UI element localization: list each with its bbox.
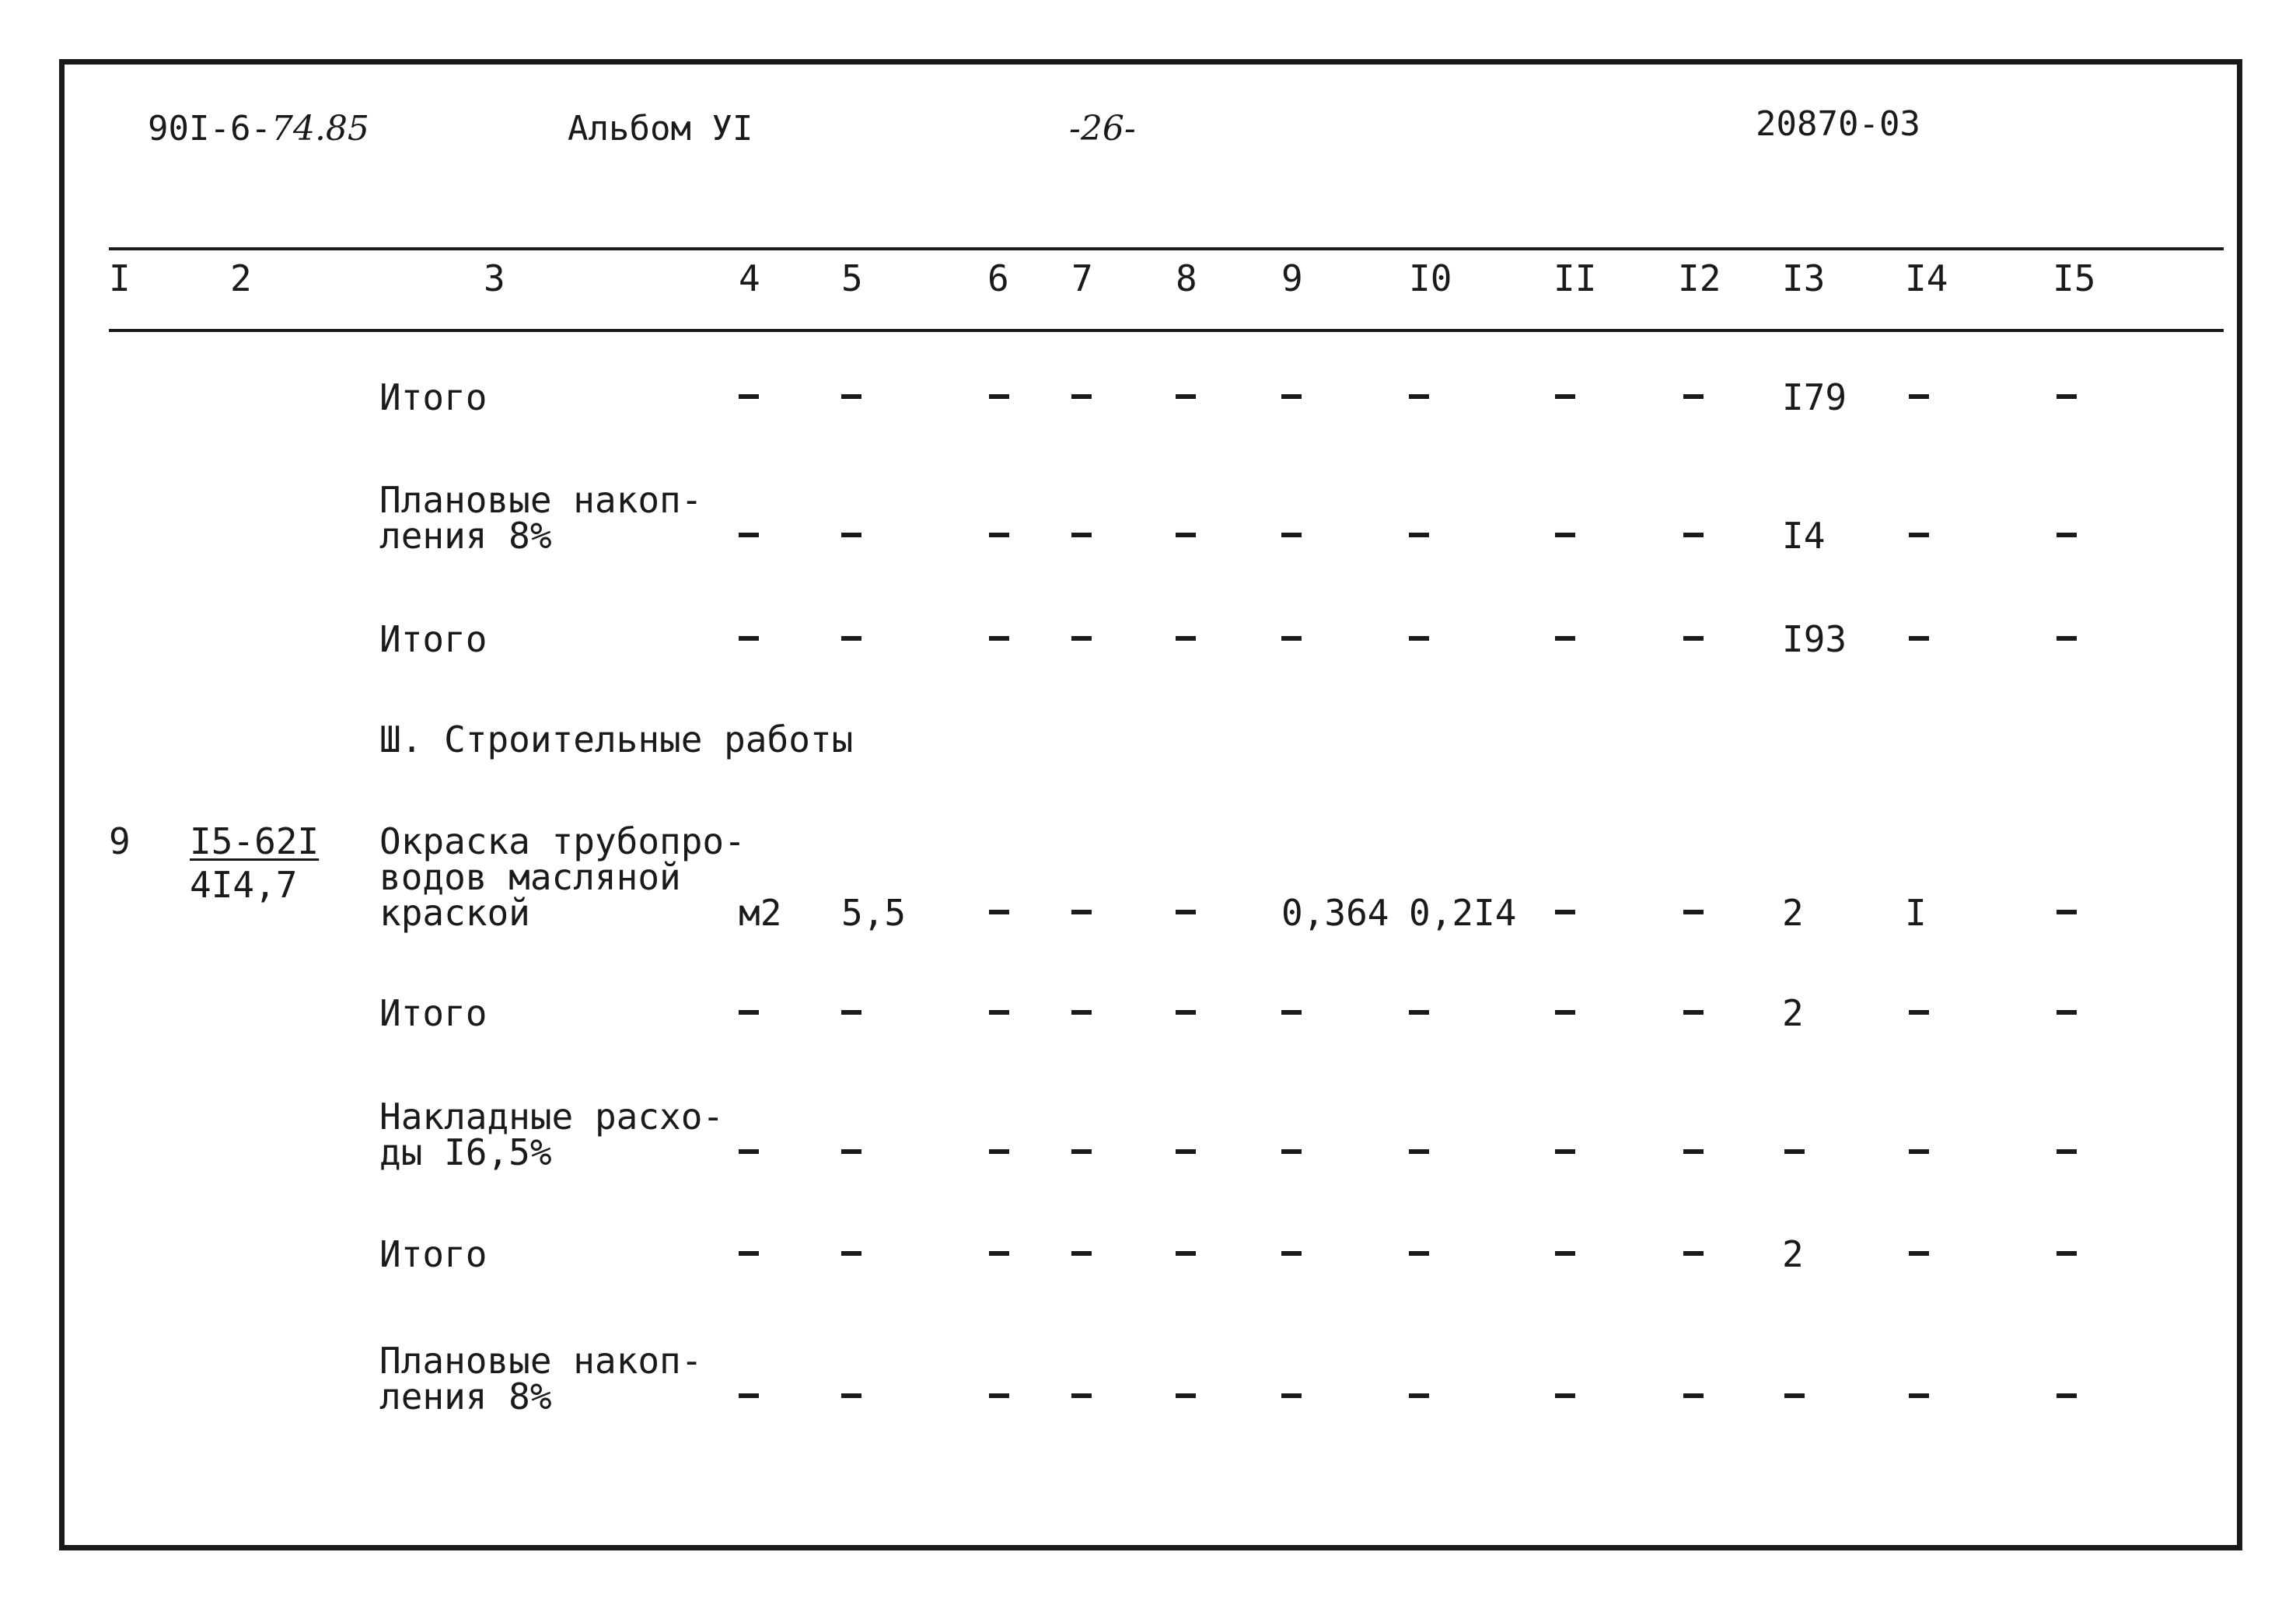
empty-cell-dash [1071,1251,1092,1256]
empty-cell-dash [1784,1149,1805,1154]
empty-cell-dash [2057,1393,2077,1398]
document-code-handwritten: 74.85 [271,109,369,149]
empty-cell-dash [841,1010,861,1015]
empty-cell-dash [989,394,1009,399]
empty-cell-dash [739,636,759,641]
empty-cell-dash [1683,636,1704,641]
empty-cell-dash [1909,636,1929,641]
column-header: I0 [1409,257,1452,299]
item-name-line: Итого [379,992,488,1034]
column-header: 3 [484,257,505,299]
empty-cell-dash [1409,394,1429,399]
empty-cell-dash [1784,1393,1805,1398]
empty-cell-dash [1555,910,1575,914]
section-heading: Ш. Строительные работы [379,718,854,760]
empty-cell-dash [1176,1251,1196,1256]
empty-cell-dash [1909,533,1929,537]
column-header: 8 [1176,257,1197,299]
empty-cell-dash [1409,533,1429,537]
item-name-line: ления 8% [379,515,552,557]
empty-cell-dash [1071,1393,1092,1398]
empty-cell-dash [989,1149,1009,1154]
empty-cell-dash [1281,533,1302,537]
empty-cell-dash [989,1393,1009,1398]
empty-cell-dash [1281,1393,1302,1398]
empty-cell-dash [1176,394,1196,399]
column-header: 7 [1071,257,1093,299]
empty-cell-dash [841,394,861,399]
empty-cell-dash [1409,1251,1429,1256]
empty-cell-dash [1555,1251,1575,1256]
empty-cell-dash [1281,394,1302,399]
empty-cell-dash [1909,1251,1929,1256]
item-name-line: Итого [379,618,488,660]
empty-cell-dash [1909,1149,1929,1154]
column-header: I5 [2053,257,2096,299]
empty-cell-dash [1555,533,1575,537]
empty-cell-dash [1683,533,1704,537]
empty-cell-dash [739,1251,759,1256]
cell-value: 5,5 [841,892,907,934]
empty-cell-dash [2057,910,2077,914]
empty-cell-dash [2057,533,2077,537]
empty-cell-dash [1176,1149,1196,1154]
header-top-rule [109,247,2224,250]
item-name-line: Плановые накоп- [379,479,703,521]
empty-cell-dash [1071,910,1092,914]
empty-cell-dash [1555,1393,1575,1398]
empty-cell-dash [989,636,1009,641]
empty-cell-dash [1909,1010,1929,1015]
column-header: 5 [841,257,863,299]
album-label: Альбом УI [568,109,753,149]
cell-value: I [1905,892,1927,934]
column-header: I2 [1678,257,1721,299]
price-value: 4I4,7 [190,864,298,906]
item-name-line: водов масляной [379,856,681,898]
cell-value: 0,2I4 [1409,892,1517,934]
empty-cell-dash [1683,394,1704,399]
empty-cell-dash [989,1251,1009,1256]
empty-cell-dash [1909,394,1929,399]
column-header: 6 [987,257,1009,299]
column-header: II [1553,257,1597,299]
empty-cell-dash [841,1149,861,1154]
empty-cell-dash [1281,1010,1302,1015]
empty-cell-dash [1071,1149,1092,1154]
empty-cell-dash [989,533,1009,537]
document-code-printed: 90I-6- [148,109,271,149]
column-header: I [109,257,131,299]
cell-value: м2 [739,892,782,934]
price-code: I5-62I [190,820,320,862]
column-header: 2 [230,257,252,299]
empty-cell-dash [1555,1149,1575,1154]
empty-cell-dash [739,533,759,537]
item-name-line: Итого [379,376,488,418]
empty-cell-dash [2057,1010,2077,1015]
cell-value: 2 [1782,992,1804,1034]
empty-cell-dash [1071,533,1092,537]
item-name-line: Итого [379,1233,488,1275]
empty-cell-dash [1176,1010,1196,1015]
item-name-line: ления 8% [379,1376,552,1417]
page-number: -26- [1069,109,1136,149]
empty-cell-dash [1409,636,1429,641]
item-name-line: Накладные расхо- [379,1096,725,1138]
cell-value: I93 [1782,618,1847,660]
empty-cell-dash [1281,636,1302,641]
empty-cell-dash [1176,533,1196,537]
cell-value: 2 [1782,1233,1804,1275]
item-name-line: краской [379,892,530,934]
empty-cell-dash [2057,636,2077,641]
empty-cell-dash [739,1010,759,1015]
empty-cell-dash [1071,1010,1092,1015]
column-header: 9 [1281,257,1303,299]
empty-cell-dash [1071,636,1092,641]
column-header: 4 [739,257,760,299]
cell-value: 2 [1782,892,1804,934]
empty-cell-dash [1281,1149,1302,1154]
empty-cell-dash [841,1251,861,1256]
empty-cell-dash [1176,636,1196,641]
empty-cell-dash [1071,394,1092,399]
empty-cell-dash [1909,1393,1929,1398]
empty-cell-dash [739,394,759,399]
empty-cell-dash [2057,394,2077,399]
empty-cell-dash [2057,1149,2077,1154]
empty-cell-dash [1683,1010,1704,1015]
empty-cell-dash [2057,1251,2077,1256]
doc-number: 20870-03 [1756,104,1920,144]
empty-cell-dash [989,910,1009,914]
document-code [148,109,369,149]
empty-cell-dash [841,1393,861,1398]
cell-value: 0,364 [1281,892,1389,934]
empty-cell-dash [739,1149,759,1154]
empty-cell-dash [739,1393,759,1398]
empty-cell-dash [1176,1393,1196,1398]
header-bottom-rule [109,329,2224,332]
empty-cell-dash [1409,1010,1429,1015]
empty-cell-dash [1683,1251,1704,1256]
item-name-line: Окраска трубопро- [379,820,746,862]
empty-cell-dash [1281,1251,1302,1256]
empty-cell-dash [1555,1010,1575,1015]
empty-cell-dash [1683,1149,1704,1154]
empty-cell-dash [841,533,861,537]
empty-cell-dash [1555,394,1575,399]
empty-cell-dash [1409,1393,1429,1398]
row-number: 9 [109,820,131,862]
column-header: I4 [1905,257,1948,299]
empty-cell-dash [1683,910,1704,914]
empty-cell-dash [989,1010,1009,1015]
empty-cell-dash [1555,636,1575,641]
cell-value: I4 [1782,515,1826,557]
empty-cell-dash [1683,1393,1704,1398]
empty-cell-dash [1409,1149,1429,1154]
item-name-line: Плановые накоп- [379,1340,703,1382]
empty-cell-dash [1176,910,1196,914]
cell-value: I79 [1782,376,1847,418]
item-name-line: ды I6,5% [379,1131,552,1173]
column-header: I3 [1782,257,1826,299]
empty-cell-dash [841,636,861,641]
